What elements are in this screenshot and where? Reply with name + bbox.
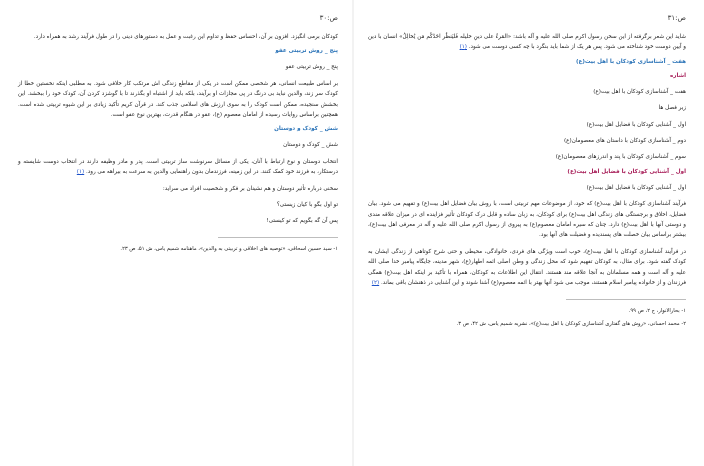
footnote: ۱- بحارالانوار، ج ۲، ص ۹۹. (628, 307, 686, 314)
toc-item: دوم _ آشناسازی کودکان با داستان های معصومان(ع) (564, 138, 686, 145)
page-number: ص:۳۱ (667, 14, 686, 22)
gutter (352, 0, 354, 466)
footnote-divider (566, 299, 686, 300)
section-subheading: شش _ کودک و دوستان (283, 142, 338, 149)
page-number: ص:۳۰ (319, 14, 338, 22)
paragraph: سخنی درباره تأثیر دوستان و هم نشینان بر فکر و شخصیت افراد می سراید: (162, 185, 338, 192)
section-heading: هفت _ آشناسازی کودکان با اهل بیت(ع) (575, 58, 686, 65)
page-31 (358, 6, 696, 458)
toc-item: هفت _ آشناسازی کودکان با اهل بیت(ع) (593, 88, 686, 95)
paragraph: بر اساس طبیعت انسانی، هر شخصی ممکن است در یکی از مقاطع زندگی اش مرتکب کار خلافی شود. به مطلبی اینکه نخستین خطا از کودک سر زند، والدین نباید بی درنگ در پی مجازات او برآیند، بلکه باید از اشتباه او بگذرند تا با گوشزد کردن آن، کودک خود را ببخشد. این بخشش سنجیده، ممکن است کودک را به سوی ارزش های اسلامی جذب کند. در قرآن کریم تأکید زیادی بر این شیوه تربیتی شده است. همچنین براساس روایات رسیده از امامان معصوم (ع)، عفو در هنگام قدرت، بهترین نوع عفو است. (18, 80, 338, 119)
footnote-divider (218, 237, 338, 238)
paragraph (368, 247, 686, 289)
footnote-link[interactable]: (۱) (76, 169, 85, 176)
toc-item: اول _ آشنایی کودکان با فضایل اهل بیت(ع) (586, 121, 686, 128)
section-subheading: پنج _ روش تربیتی عفو (285, 64, 338, 71)
section-heading: پنج _ روش تربیتی عفو (275, 48, 338, 55)
toc-item: سوم _ آشناسازی کودکان با پند و اندرزهای معصومان(ع) (555, 154, 686, 161)
footnote: ۱- سید حسین اسحاقی، «توصیه های اخلاقی و تربیتی به والدین»، ماهنامه شمیم یاس، ش ۵۱، ص ۲۳. (120, 245, 338, 252)
verse-line: پس آن گه بگویم که تو کیستی! (266, 218, 338, 225)
verse-line: تو اول بگو با کیان زیستی؟ (276, 202, 338, 209)
section-heading: شش _ کودک و دوستان (274, 126, 338, 133)
paragraph (18, 157, 338, 178)
paragraph: کودکان برمی انگیزد. افزون بر آن، احساس حفظ و تداوم این رغبت و عمل به دستورهای دینی را در طول فرآیند رشد به همراه دارد. (33, 34, 338, 40)
page-30 (8, 6, 348, 458)
paragraph (368, 32, 686, 53)
footnote-link[interactable]: (۱) (459, 44, 467, 51)
section-heading: اول _ آشنایی کودکان با فضایل اهل بیت(ع) (567, 168, 686, 175)
footnote: ۲- محمد احسانی، «روش های گفتاری آشناسازی کودکان با اهل بیت(ع)»، نشریه شمیم یاس، ش ۴۲، ص ۳. (456, 320, 686, 327)
paragraph-text: انتخاب دوستان و نوع ارتباط با آنان، یکی از مسائل سرنوشت ساز تربیتی است. پدر و مادر وظیفه دارند در انتخاب دوست شایسته و درستکار، به فرزند خود کمک کنند. در این زمینه، فرزندمان بدون راهنمایی والدین به سرعت به بیراهه می رود. (18, 158, 338, 176)
section-subheading: اول _ آشنایی کودکان با فضایل اهل بیت(ع) (586, 184, 686, 191)
paragraph: فرآیند آشناسازی کودکان با اهل بیت(ع) که خود، از موضوعات مهم تربیتی است، با روش بیان فضایل اهل بیت(ع) و تفهیم می شود. بیان فضایل، اخلاق و برجستگی های زندگی اهل بیت(ع) برای کودکان، به زبان ساده و قابل درک کودکان تأثیر فزاینده ای در میزان علاقه مندی و دوستی آنها با اهل بیت(ع) دارد. چنان که سیره امامان معصوم(ع) به پیروی از رسول اکرم صلی الله علیه و آله در معرفی اهل بیت(ع)، بیشتر براساس بیان خصلت های پسندیده و فضیلت های آنها بود. (368, 201, 686, 239)
paragraph-text: در فرآیند آشناسازی کودکان با اهل بیت(ع)، خوب است ویژگی های فردی، خانوادگی، محیطی و حتی شرح کوتاهی از زندگی ایشان به کودک گفته شود. برای مثال، به کودکان تفهیم شود که محل زندگی و وطن اصلی ائمه اطهار(ع)، شهر مدینه، جایگاه پیامبر خدا صلی الله علیه و آله است و همه مسلمانان به آنجا علاقه مند هستند. انتقال این اطلاعات به کودکان، همراه با تأکید بر اینکه اهل بیت(ع) همگی فرزندان و از خانواده پیامبر اسلام هستند، موجب می شود آنها بهتر با ائمه معصوم(ع) آشنا شوند و این آشنایی در ذهنشان باقی بماند. (368, 248, 686, 287)
toc-item: زیر فصل ها (658, 105, 686, 112)
paragraph-text: شاید این شعر برگرفته از این سخن رسول اکرم صلی الله علیه و آله باشد: «المَرءُ علی دینِ خلیله فَلیَنظُر احَدُکُم مَن یُخالِلُ» انسان با دین و آیین دوست خود شناخته می شود. پس هر یک از شما باید بنگرد با چه کسی دوست می شود. (368, 34, 686, 51)
footnote-link[interactable]: (۲) (371, 280, 380, 287)
sub-heading: اشاره (669, 72, 686, 79)
